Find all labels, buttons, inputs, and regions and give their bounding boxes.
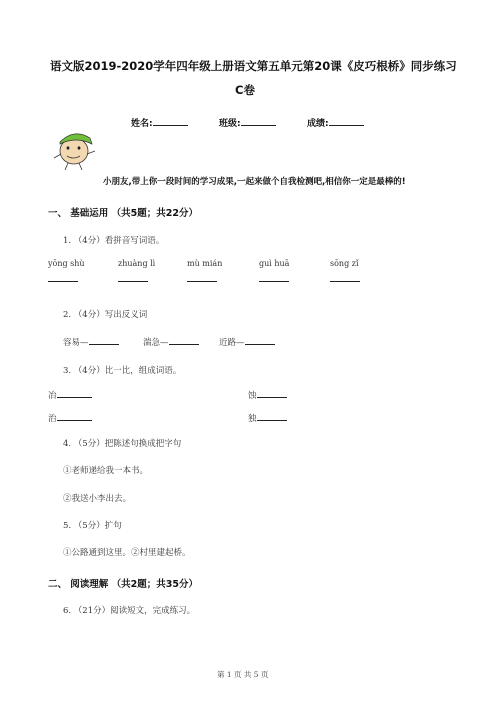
score-field [307, 116, 364, 129]
answer-blank-4[interactable] [259, 281, 289, 282]
compare-item-1 [48, 389, 92, 401]
name-label: 姓名: [131, 119, 153, 129]
page-footer: 第 1 页 共 5 页 [217, 670, 269, 679]
compare-item-2 [248, 389, 287, 401]
question-4: 4. （5分）把陈述句换成把字句 [63, 439, 182, 449]
class-field [219, 116, 276, 129]
compare-char-3: 治 [48, 414, 57, 424]
antonym-item-2 [143, 336, 199, 348]
antonym-blank-2[interactable] [169, 344, 199, 345]
compare-char-2: 蚀 [248, 391, 257, 401]
compare-blank-3[interactable] [57, 420, 92, 421]
pinyin-2: zhuàng lì [118, 259, 156, 268]
document-title-line2: C卷 [235, 83, 255, 97]
class-label: 班级: [219, 119, 241, 129]
question-4-sentence-b: ②我送小李出去。 [63, 494, 132, 504]
question-2: 2. （4分）写出反义词 [63, 310, 148, 320]
answer-blank-1[interactable] [48, 281, 78, 282]
document-title: 语文版2019-2020学年四年级上册语文第五单元第20课《皮巧根桥》同步练习 [50, 59, 457, 73]
answer-blank-5[interactable] [330, 281, 360, 282]
question-5: 5. （5分）扩句 [63, 521, 122, 531]
antonym-word-2: 湍急— [143, 338, 169, 348]
cartoon-student-icon [52, 124, 98, 172]
section-2-heading: 二、 阅读理解 （共2题；共35分） [48, 579, 198, 590]
compare-item-4 [248, 412, 287, 424]
answer-blank-3[interactable] [187, 281, 217, 282]
pinyin-3: mù mián [187, 259, 223, 268]
section-1-heading: 一、 基础运用 （共5题；共22分） [48, 208, 198, 219]
antonym-item-3 [219, 336, 275, 348]
name-field [131, 116, 188, 129]
compare-blank-2[interactable] [257, 397, 287, 398]
answer-blank-2[interactable] [118, 281, 148, 282]
question-5-sentences: ①公路通到这里。②村里建起桥。 [63, 548, 191, 558]
compare-item-3 [48, 412, 92, 424]
antonym-word-1: 容易— [63, 338, 89, 348]
question-6: 6. （21分）阅读短文，完成练习。 [63, 606, 196, 616]
question-4-sentence-a: ①老师递给我一本书。 [63, 466, 149, 476]
pinyin-5: sōng zǐ [330, 259, 359, 268]
antonym-blank-3[interactable] [245, 344, 275, 345]
antonym-blank-1[interactable] [89, 344, 119, 345]
compare-blank-1[interactable] [57, 397, 92, 398]
encouragement-text: 小朋友,带上你一段时间的学习成果,一起来做个自我检测吧,相信你一定是最棒的! [103, 177, 406, 187]
compare-char-1: 冶 [48, 391, 57, 401]
pinyin-1: yōng shù [48, 259, 85, 268]
antonym-word-3: 近路— [219, 338, 245, 348]
question-3: 3. （4分）比一比，组成词语。 [63, 366, 182, 376]
score-label: 成绩: [307, 119, 329, 129]
antonym-item-1 [63, 336, 119, 348]
compare-blank-4[interactable] [257, 420, 287, 421]
question-1: 1. （4分）看拼音写词语。 [63, 236, 165, 246]
pinyin-4: guì huā [259, 259, 290, 268]
compare-char-4: 独 [248, 414, 257, 424]
